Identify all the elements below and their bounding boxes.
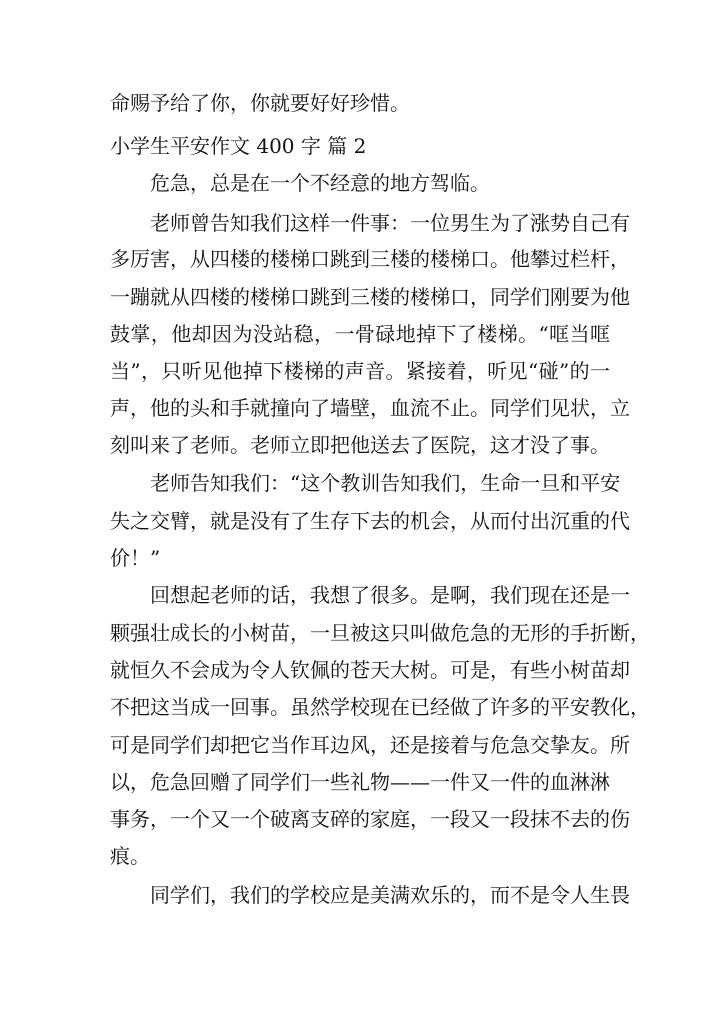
text-line: 危急，总是在一个不经意的地方驾临。: [150, 171, 490, 195]
text-line: 就恒久不会成为令人钦佩的苍天大树。可是，有些小树苗却: [110, 658, 630, 682]
text-line: 命赐予给了你，你就要好好珍惜。: [110, 91, 410, 115]
text-line: 失之交臂，就是没有了生存下去的机会，从而付出沉重的代: [110, 509, 630, 533]
text-line: 鼓掌，他却因为没站稳，一骨碌地掉下了楼梯。“哐当哐: [110, 322, 610, 346]
text-line: 以，危急回赠了同学们一些礼物——一件又一件的血淋淋: [110, 770, 610, 794]
text-line: 事务，一个又一个破离支碎的家庭，一段又一段抹不去的伤: [110, 807, 630, 831]
text-line: 当”，只听见他掉下楼梯的声音。紧接着，听见“碰”的一: [110, 359, 610, 383]
text-line: 多厉害，从四楼的楼梯口跳到三楼的楼梯口。他攀过栏杆，: [110, 247, 630, 271]
text-line: 痕。: [110, 844, 150, 868]
text-line: 不把这当成一回事。虽然学校现在已经做了许多的平安教化，: [110, 695, 650, 719]
text-line: 同学们，我们的学校应是美满欢乐的，而不是令人生畏: [150, 883, 630, 907]
text-line: 声，他的头和手就撞向了墙壁，血流不止。同学们见状，立: [110, 396, 630, 420]
text-line: 刻叫来了老师。老师立即把他送去了医院，这才没了事。: [110, 433, 610, 457]
section-heading: 小学生平安作文 400 字 篇 2: [110, 134, 367, 158]
text-line: 价！”: [110, 546, 161, 570]
text-line: 可是同学们却把它当作耳边风，还是接着与危急交挚友。所: [110, 733, 630, 757]
text-line: 老师曾告知我们这样一件事：一位男生为了涨势自己有: [150, 211, 630, 235]
text-line: 一蹦就从四楼的楼梯口跳到三楼的楼梯口，同学们刚要为他: [110, 285, 630, 309]
text-line: 回想起老师的话，我想了很多。是啊，我们现在还是一: [150, 583, 630, 607]
text-line: 颗强壮成长的小树苗，一旦被这只叫做危急的无形的手折断，: [110, 621, 650, 645]
text-line: 老师告知我们：“这个教训告知我们，生命一旦和平安: [150, 471, 621, 495]
